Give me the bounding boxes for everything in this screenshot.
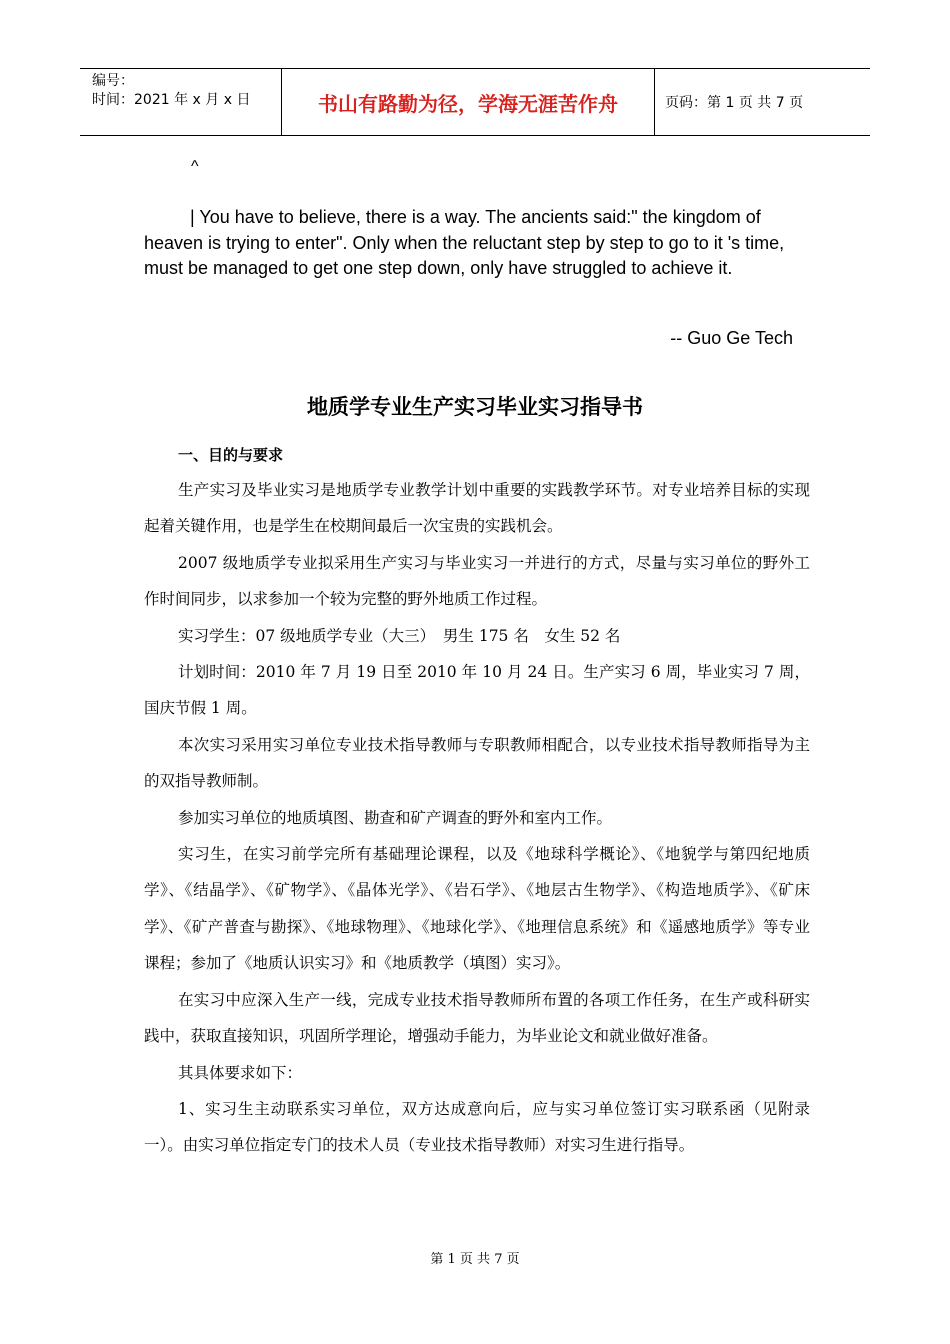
paragraph: 在实习中应深入生产一线，完成专业技术指导教师所布置的各项工作任务，在生产或科研实践中，获取直接知识，巩固所学理论，增强动手能力，为毕业论文和就业做好准备。 — [144, 990, 810, 1046]
number-label: 编号： — [92, 73, 134, 89]
header-motto: 书山有路勤为径，学海无涯苦作舟 — [282, 69, 655, 135]
document-title: 地质学专业生产实习毕业实习指导书 — [307, 395, 643, 419]
paragraph: 实习生，在实习前学完所有基础理论课程，以及《地球科学概论》、《地貌学与第四纪地质学》、《结晶学》、《矿物学》、《晶体光学》、《岩石学》、《地层古生物学》、《构造地质学》、《矿床学》、《矿产普查与勘探》、《地球物理》、《地球化学》、《地理信息系统》和《遥感地质学》等专业课程；参加了《地质认识实习》和《地质教学（填图）实习》。 — [144, 845, 810, 973]
paragraph: 计划时间：2010 年 7 月 19 日至 2010 年 10 月 24 日。生产实习 6 周，毕业实习 7 周，国庆节假 1 周。 — [144, 663, 810, 718]
page-footer: 第 1 页 共 7 页 — [430, 1252, 520, 1267]
paragraph: 1、实习生主动联系实习单位，双方达成意向后，应与实习单位签订实习联系函（见附录一）。由实习单位指定专门的技术人员（专业技术指导教师）对实习生进行指导。 — [144, 1099, 810, 1155]
quote-author: -- Guo Ge Tech — [670, 328, 793, 348]
paragraph: 参加实习单位的地质填图、勘查和矿产调查的野外和室内工作。 — [178, 808, 613, 827]
paragraph: 生产实习及毕业实习是地质学专业教学计划中重要的实践教学环节。对专业培养目标的实现起着关键作用，也是学生在校期间最后一次宝贵的实践机会。 — [144, 481, 810, 536]
time-label: 时间：2021 年 x 月 x 日 — [92, 92, 251, 108]
header-table — [80, 68, 870, 136]
header-page-info: 页码：第 1 页 共 7 页 — [665, 95, 804, 111]
quote-text: | You have to believe, there is a way. The ancients said:" the kingdom of heaven is trying to enter". Only when the reluctant step by step to go to it 's time, must be managed to get one step down, only have struggled to achieve it. — [144, 207, 785, 278]
header-meta-cell — [80, 69, 282, 135]
caret-mark: ^ — [191, 158, 199, 175]
paragraph: 其具体要求如下： — [178, 1063, 303, 1082]
body-text — [144, 472, 810, 1164]
paragraph: 本次实习采用实习单位专业技术指导教师与专职教师相配合，以专业技术指导教师指导为主的双指导教师制。 — [144, 735, 810, 791]
section-heading: 一、目的与要求 — [178, 446, 284, 464]
paragraph: 实习学生：07 级地质学专业（大三） 男生 175 名 女生 52 名 — [178, 626, 621, 645]
paragraph: 2007 级地质学专业拟采用生产实习与毕业实习一并进行的方式，尽量与实习单位的野外工作时间同步，以求参加一个较为完整的野外地质工作过程。 — [144, 553, 810, 609]
